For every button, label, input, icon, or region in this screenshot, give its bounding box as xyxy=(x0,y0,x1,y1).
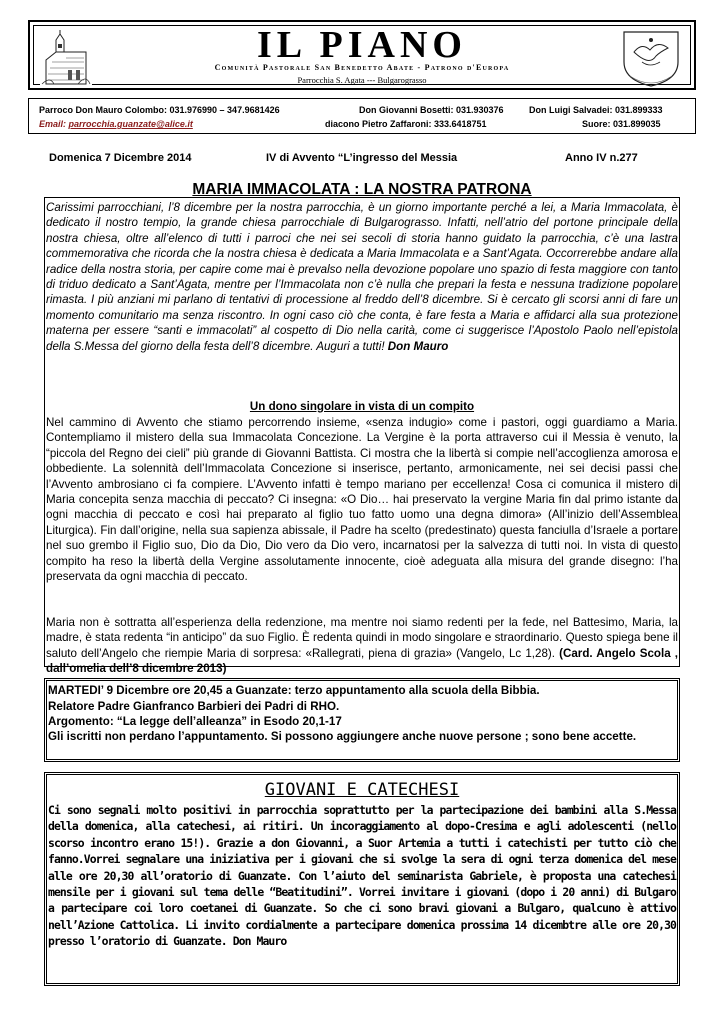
article-body-2-text: Maria non è sottratta all’esperienza della redenzione, ma mentre noi siamo redenti per la fede, nel Battesimo, Maria, la madre, è stata redenta “in anticipo” da suo Figlio. È redenta quindi in modo singolare e straordinario. Questo spiega bene il saluto dell’Angelo che riempie Maria di sorpresa: «Rallegrati, piena di grazia» (Vangelo, Lc 1,28). xyxy=(46,616,678,660)
contacts-box xyxy=(28,98,696,134)
contact-zaffaroni: diacono Pietro Zaffaroni: 333.6418751 xyxy=(325,119,487,129)
youth-title: GIOVANI E CATECHESI xyxy=(264,780,460,800)
article-body-2 xyxy=(46,615,678,677)
masthead-subtitle: Comunità Pastorale San Benedetto Abate - Patrono d'Europa xyxy=(214,63,510,72)
contact-parroco: Parroco Don Mauro Colombo: 031.976990 – 347.9681426 xyxy=(39,105,280,115)
masthead-inner-border xyxy=(33,25,691,85)
masthead-parish: Parrocchia S. Agata --- Bulgarograsso xyxy=(297,75,427,85)
article-source: (Card. Angelo Scola , dall’omelia dell’8 dicembre 2013) xyxy=(46,646,678,676)
dove-seal-icon xyxy=(620,28,682,88)
notice-line-2: Relatore Padre Gianfranco Barbieri dei Padri di RHO. xyxy=(48,700,340,713)
article-subtitle: Un dono singolare in vista di un compito xyxy=(249,400,475,413)
issue-number: Anno IV n.277 xyxy=(565,152,638,164)
contact-bosetti: Don Giovanni Bosetti: 031.930376 xyxy=(359,105,504,115)
notice-line-4: Gli iscritti non perdano l’appuntamento. Si possono aggiungere anche nuove persone ; sono bene accette. xyxy=(48,730,637,743)
contact-email-row xyxy=(39,119,193,129)
youth-body: Ci sono segnali molto positivi in parrocchia soprattutto per la partecipazione dei bambini alla S.Messa della domenica, alla catechesi, ai ritiri. Un incoraggiamento al dopo-Cresima e agli adolescenti (nello scorso incontro erano 15!). Grazie a don Giovanni, a Suor Artemia a tutti i catechisti per tutto ciò che fanno.Vorrei segnalare una iniziativa per i giovani che si svolge la sera di ogni terza domenica del mese alle ore 20,30 all’oratorio di Guanzate. Con l’aiuto del seminarista Gabriele, è proposta una catechesi mensile per i giovani sul tema delle “Beatitudini”. Vorrei invitare i giovani (dopo i 20 anni) di Bulgaro a partecipare coi loro coetanei di Guanzate. So che ci sono bravi giovani a Bulgaro, qualcuno è attivo nell’Azione Cattolica. Li invito cordialmente a partecipare domenica prossima 14 dicembtre alle ore 20,30 presso l’oratorio di Guanzate. Don Mauro xyxy=(48,803,676,949)
issue-date: Domenica 7 Dicembre 2014 xyxy=(49,152,192,164)
contact-suore: Suore: 031.899035 xyxy=(582,119,661,129)
article-intro xyxy=(46,200,678,354)
email-link[interactable]: parrocchia.guanzate@alice.it xyxy=(68,119,193,129)
article-intro-signature: Don Mauro xyxy=(387,339,449,353)
article-body-1: Nel cammino di Avvento che stiamo percorrendo insieme, «senza indugio» come i pastori, oggi guardiamo a Maria. Contempliamo il mistero della sua Immacolata Concezione. La Vergine è la porta attraverso cui il Messia è venuto, la “piccola del Regno dei cieli” più grande di Giovanni Battista. Ci mostra che la libertà si compie nell’accoglienza amorosa e obbediente. La solennità dell’Immacolata Concezione si inserisce, pertanto, armonicamente, nei sei decisi passi che l’Avvento ambrosiano ci fa compiere. L’Avvento infatti è tempo mariano per eccellenza! Cosa ci comunica il mistero di Maria concepita senza macchia di peccato? Ci insegna: «O Dio… hai preservato la vergine Maria fin dal primo istante da ogni macchia di peccato e così hai preparato al figlio tuo fatto uomo una degna dimora» (All’inizio dell’Assemblea Liturgica). Fin dall’origine, nella sua sapienza abissale, il Padre ha scelto (predestinato) questa fanciulla d’Israele a portare nel suo grembo il Figlio suo, Dio da Dio, Dio vero da Dio vero, incarnatosi per la salvezza di tutti noi. In vista di questo compito ha reso la libertà della Vergine assolutamente innocente, cioè adeguata alla misura del grande disegno: l’ha preservata da ogni macchia di peccato. xyxy=(46,416,678,584)
email-label: Email: xyxy=(39,119,69,129)
liturgical-sunday: IV di Avvento “L’ingresso del Messia xyxy=(266,152,458,164)
article-title: MARIA IMMACOLATA : LA NOSTRA PATRONA xyxy=(192,181,532,198)
article-intro-text: Carissimi parrocchiani, l’8 dicembre per la nostra parrocchia, è un giorno importante perché a lei, a Maria Immacolata, è dedicato il nostro tempio, la grande chiesa parrocchiale di Bulgarograsso. Infatti, nell’atrio del portone principale della nostra chiesa, oltre all’elenco di tutti i parroci che nei sei secoli di storia hanno guidato la parrocchia, c’è una lastra commemorativa che ricorda che la nostra chiesa è dedicata a Maria Immacolata e a Sant’Agata. Occorrerebbe andare alla radice della nostra storia, per capire come mai è prevalso nella devozione popolare uno spazio di festa maggiore con tanto di triduo dedicato a Sant’Agata, mentre per l’Immacolata non c’è nulla che prepari la festa e nessuna tradizione popolare rimasta. I più anziani mi parlano di tentativi di processione al freddo dell’8 dicembre. Si è cercato gli scorsi anni di fare un momento comunitario ma senza riscontro. In ogni caso ciò che conta, è fare festa a Maria e affidarci alla sua protezione materna per essere “santi e immacolati” al cospetto di Dio nella carità, come ci suggerisce l’Apostolo Paolo nell’epistola della S.Messa del giorno della festa dell’8 dicembre. Auguri a tutti! xyxy=(46,201,678,353)
masthead xyxy=(28,20,696,90)
masthead-title: IL PIANO xyxy=(257,24,467,66)
notice-line-3: Argomento: “La legge dell’alleanza” in Esodo 20,1-17 xyxy=(48,715,342,728)
contact-salvadei: Don Luigi Salvadei: 031.899333 xyxy=(529,105,663,115)
notice-line-1: MARTEDI’ 9 Dicembre ore 20,45 a Guanzate: terzo appuntamento alla scuola della Bibbia. xyxy=(48,684,540,697)
